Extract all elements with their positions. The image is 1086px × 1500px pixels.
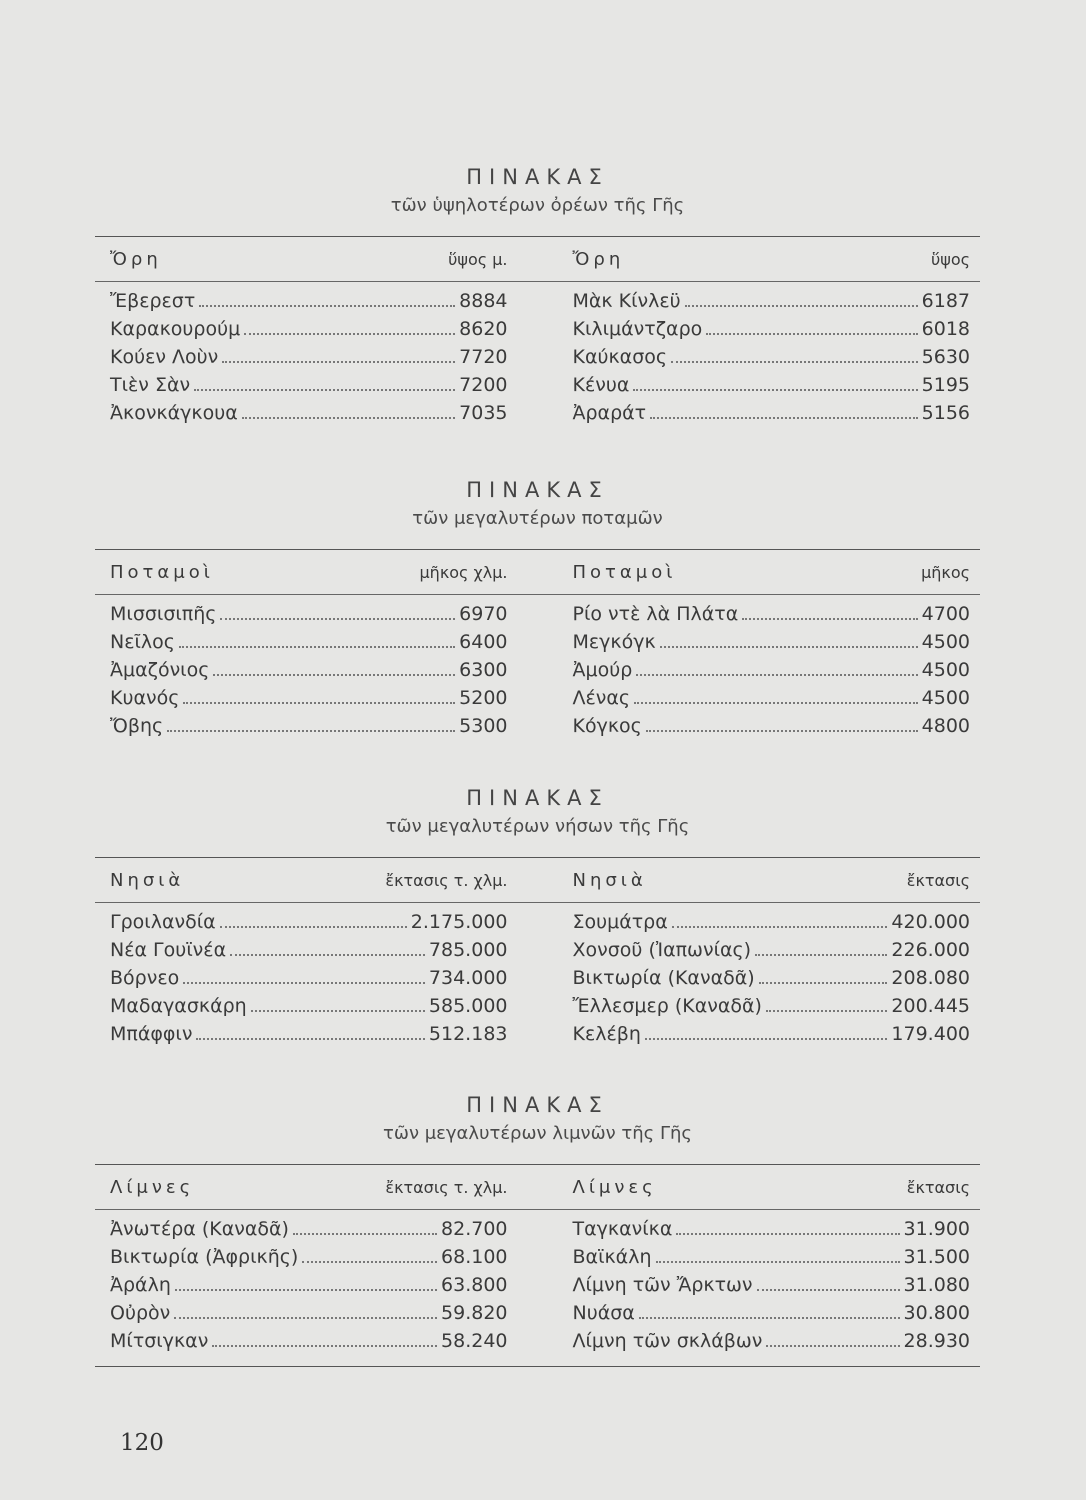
dot-leader (671, 361, 918, 363)
table-title: ΠΙΝΑΚΑΣ (466, 786, 609, 810)
right-data-column (538, 1218, 981, 1358)
left-column-unit: μῆκος χλμ. (419, 562, 508, 582)
dot-leader (242, 417, 455, 419)
dot-leader (244, 333, 455, 335)
dot-leader (196, 1038, 424, 1040)
entry-name: Κελέβη (572, 1023, 641, 1045)
entry-value: 585.000 (428, 995, 508, 1017)
dot-leader (676, 1233, 899, 1235)
table-title: ΠΙΝΑΚΑΣ (466, 1093, 609, 1117)
table-row (110, 939, 508, 967)
entry-value: 208.080 (891, 967, 970, 989)
data-table (95, 1164, 980, 1367)
table-row (110, 603, 508, 631)
entry-name: Χονσοῦ (Ἰαπωνίας) (572, 939, 752, 961)
entry-name: Ἀραράτ (572, 402, 647, 424)
entry-name: Νέα Γουϊνέα (110, 939, 227, 961)
entry-value: 785.000 (428, 939, 508, 961)
entry-name: Καρακουρούμ (110, 318, 241, 340)
table-header (95, 550, 980, 594)
table-row (110, 290, 508, 318)
entry-value: 7720 (459, 346, 508, 368)
entry-value: 31.900 (903, 1218, 970, 1240)
table-subtitle: τῶν μεγαλυτέρων ποταμῶν (412, 508, 663, 529)
dot-leader (742, 618, 917, 620)
left-header-column (95, 870, 538, 891)
dot-leader (757, 1289, 900, 1291)
dot-leader (633, 389, 917, 391)
entry-value: 8620 (459, 318, 508, 340)
dot-leader (183, 702, 455, 704)
entry-value: 4500 (921, 659, 970, 681)
data-table (95, 549, 980, 751)
table-row (110, 715, 508, 743)
dot-leader (766, 1345, 899, 1347)
lakes-table-section (95, 1093, 980, 1367)
table-row (110, 318, 508, 346)
entry-name: Ἀράλη (110, 1274, 171, 1296)
table-row (573, 631, 971, 659)
entry-value: 5156 (921, 402, 970, 424)
entry-value: 31.500 (903, 1246, 970, 1268)
entry-value: 5195 (921, 374, 970, 396)
dot-leader (646, 730, 918, 732)
dot-leader (293, 1233, 437, 1235)
table-title: ΠΙΝΑΚΑΣ (466, 165, 609, 189)
dot-leader (174, 1317, 437, 1319)
left-header-column (95, 1177, 538, 1198)
dot-leader (167, 730, 455, 732)
entry-value: 226.000 (891, 939, 970, 961)
entry-name: Κένυα (572, 374, 630, 396)
dot-leader (656, 1261, 900, 1263)
dot-leader (213, 674, 455, 676)
right-column-unit: ὕψος (931, 249, 970, 269)
entry-name: Κόγκος (572, 715, 642, 737)
table-row (573, 402, 971, 430)
left-data-column (95, 1218, 538, 1358)
entry-name: Μισσισιπῆς (110, 603, 217, 625)
entry-name: Ἀνωτέρα (Καναδᾶ) (110, 1218, 289, 1240)
table-row (573, 318, 971, 346)
entry-name: Ταγκανίκα (572, 1218, 673, 1240)
entry-value: 7200 (459, 374, 508, 396)
entry-value: 63.800 (441, 1274, 508, 1296)
right-column-header: Ὄρη (572, 248, 625, 270)
entry-value: 31.080 (903, 1274, 970, 1296)
entry-name: Ἀκονκάγκουα (110, 402, 238, 424)
left-column-header: Ποταμοὶ (110, 561, 214, 583)
entry-value: 179.400 (891, 1023, 970, 1045)
right-column-unit: μῆκος (921, 562, 970, 582)
table-row (110, 995, 508, 1023)
right-column-header: Νησιὰ (572, 869, 647, 891)
entry-value: 6018 (921, 318, 970, 340)
table-row (573, 290, 971, 318)
table-row (110, 346, 508, 374)
table-row (573, 1274, 971, 1302)
table-row (573, 1302, 971, 1330)
entry-value: 30.800 (903, 1302, 970, 1324)
left-column-unit: ἔκτασις τ. χλμ. (385, 1177, 508, 1197)
right-column-header: Λίμνες (572, 1176, 657, 1198)
rivers-table-section (95, 478, 980, 751)
table-row (110, 402, 508, 430)
entry-value: 4500 (921, 687, 970, 709)
right-column-unit: ἔκτασις (906, 1177, 970, 1197)
dot-leader (645, 1038, 888, 1040)
entry-name: Μαδαγασκάρη (110, 995, 247, 1017)
left-column-unit: ἔκτασις τ. χλμ. (385, 870, 508, 890)
entry-name: Ρίο ντὲ λὰ Πλάτα (572, 603, 739, 625)
mountains-table-section (95, 165, 980, 438)
entry-name: Κυανός (110, 687, 180, 709)
table-bottom-rule (95, 1366, 980, 1367)
table-row (110, 967, 508, 995)
entry-value: 8884 (459, 290, 508, 312)
left-column-unit: ὕψος μ. (448, 249, 508, 269)
right-data-column (538, 290, 981, 430)
entry-value: 4800 (921, 715, 970, 737)
left-header-column (95, 562, 538, 583)
table-row (110, 911, 508, 939)
entry-name: Κιλιμάντζαρο (572, 318, 703, 340)
data-table (95, 857, 980, 1059)
table-row (110, 1246, 508, 1274)
entry-value: 4700 (921, 603, 970, 625)
dot-leader (766, 1010, 887, 1012)
dot-leader (639, 1317, 900, 1319)
dot-leader (179, 646, 455, 648)
right-data-column (538, 911, 981, 1051)
entry-value: 420.000 (891, 911, 970, 933)
entry-name: Ἔβερεστ (110, 290, 196, 312)
entry-value: 28.930 (903, 1330, 970, 1352)
dot-leader (194, 389, 455, 391)
dot-leader (175, 1289, 437, 1291)
table-row (110, 374, 508, 402)
dot-leader (183, 982, 425, 984)
dot-leader (220, 926, 407, 928)
table-row (573, 911, 971, 939)
left-header-column (95, 249, 538, 270)
entry-name: Νεῖλος (110, 631, 175, 653)
table-row (573, 687, 971, 715)
entry-name: Λίμνη τῶν σκλάβων (572, 1330, 763, 1352)
left-data-column (95, 603, 538, 743)
table-row (573, 603, 971, 631)
entry-name: Μὰκ Κίνλεϋ (572, 290, 681, 312)
data-table (95, 236, 980, 438)
dot-leader (251, 1010, 425, 1012)
dot-leader (660, 646, 918, 648)
table-row (110, 1330, 508, 1358)
right-column-unit: ἔκτασις (906, 870, 970, 890)
table-subtitle: τῶν μεγαλυτέρων λιμνῶν τῆς Γῆς (383, 1123, 692, 1144)
entry-value: 59.820 (441, 1302, 508, 1324)
table-row (573, 1023, 971, 1051)
entry-value: 58.240 (441, 1330, 508, 1352)
table-row (110, 1274, 508, 1302)
table-body (95, 903, 980, 1059)
table-row (110, 1218, 508, 1246)
entry-value: 82.700 (441, 1218, 508, 1240)
dot-leader (685, 305, 918, 307)
table-body (95, 1210, 980, 1366)
entry-name: Ἀμαζόνιος (110, 659, 210, 681)
dot-leader (650, 417, 918, 419)
entry-name: Ὄβης (110, 715, 164, 737)
right-column-header: Ποταμοὶ (572, 561, 677, 583)
entry-name: Καύκασος (572, 346, 668, 368)
table-row (573, 346, 971, 374)
table-row (573, 995, 971, 1023)
entry-name: Ἀμούρ (572, 659, 633, 681)
table-row (110, 631, 508, 659)
table-row (573, 967, 971, 995)
right-header-column (538, 870, 981, 891)
table-row (110, 659, 508, 687)
entry-name: Βικτωρία (Ἀφρικῆς) (110, 1246, 299, 1268)
table-row (110, 687, 508, 715)
dot-leader (230, 954, 425, 956)
left-column-header: Νησιὰ (110, 869, 185, 891)
entry-name: Μεγκόγκ (572, 631, 656, 653)
right-data-column (538, 603, 981, 743)
table-row (110, 1302, 508, 1330)
dot-leader (636, 674, 917, 676)
table-header (95, 858, 980, 902)
entry-value: 5300 (459, 715, 508, 737)
dot-leader (212, 1345, 437, 1347)
entry-value: 734.000 (428, 967, 508, 989)
table-row (573, 374, 971, 402)
entry-name: Λίμνη τῶν Ἄρκτων (572, 1274, 753, 1296)
entry-value: 512.183 (428, 1023, 508, 1045)
dot-leader (672, 926, 888, 928)
entry-value: 2.175.000 (410, 911, 508, 933)
entry-value: 200.445 (891, 995, 970, 1017)
entry-value: 6400 (459, 631, 508, 653)
left-column-header: Λίμνες (110, 1176, 195, 1198)
entry-name: Γροιλανδία (110, 911, 216, 933)
table-header (95, 237, 980, 281)
dot-leader (222, 361, 455, 363)
right-header-column (538, 1177, 981, 1198)
table-subtitle: τῶν ὑψηλοτέρων ὀρέων τῆς Γῆς (390, 195, 685, 216)
entry-name: Κούεν Λοὺν (110, 346, 219, 368)
entry-value: 5630 (921, 346, 970, 368)
entry-name: Ἔλλεσμερ (Καναδᾶ) (572, 995, 762, 1017)
entry-name: Μίτσιγκαν (110, 1330, 209, 1352)
entry-name: Βικτωρία (Καναδᾶ) (572, 967, 755, 989)
dot-leader (706, 333, 917, 335)
table-row (110, 1023, 508, 1051)
entry-name: Σουμάτρα (572, 911, 668, 933)
entry-name: Λένας (572, 687, 631, 709)
table-row (573, 659, 971, 687)
table-body (95, 282, 980, 438)
right-header-column (538, 249, 981, 270)
entry-value: 5200 (459, 687, 508, 709)
table-title: ΠΙΝΑΚΑΣ (466, 478, 609, 502)
entry-name: Μπάφφιν (110, 1023, 193, 1045)
table-header (95, 1165, 980, 1209)
dot-leader (199, 305, 455, 307)
left-data-column (95, 911, 538, 1051)
table-row (573, 1218, 971, 1246)
entry-value: 6970 (459, 603, 508, 625)
entry-value: 6300 (459, 659, 508, 681)
table-row (573, 715, 971, 743)
entry-name: Βαϊκάλη (572, 1246, 652, 1268)
islands-table-section (95, 786, 980, 1059)
page-number: 120 (120, 1430, 164, 1456)
table-row (573, 939, 971, 967)
right-header-column (538, 562, 981, 583)
entry-name: Τιὲν Σὰν (110, 374, 191, 396)
entry-value: 68.100 (441, 1246, 508, 1268)
entry-value: 6187 (921, 290, 970, 312)
dot-leader (302, 1261, 437, 1263)
entry-value: 4500 (921, 631, 970, 653)
entry-name: Νυάσα (572, 1302, 635, 1324)
dot-leader (634, 702, 918, 704)
table-row (573, 1246, 971, 1274)
dot-leader (220, 618, 455, 620)
dot-leader (759, 982, 888, 984)
table-subtitle: τῶν μεγαλυτέρων νήσων τῆς Γῆς (385, 816, 690, 837)
entry-name: Οὐρὸν (110, 1302, 171, 1324)
entry-value: 7035 (459, 402, 508, 424)
table-row (573, 1330, 971, 1358)
table-body (95, 595, 980, 751)
left-data-column (95, 290, 538, 430)
entry-name: Βόρνεο (110, 967, 180, 989)
left-column-header: Ὄρη (110, 248, 162, 270)
dot-leader (755, 954, 887, 956)
